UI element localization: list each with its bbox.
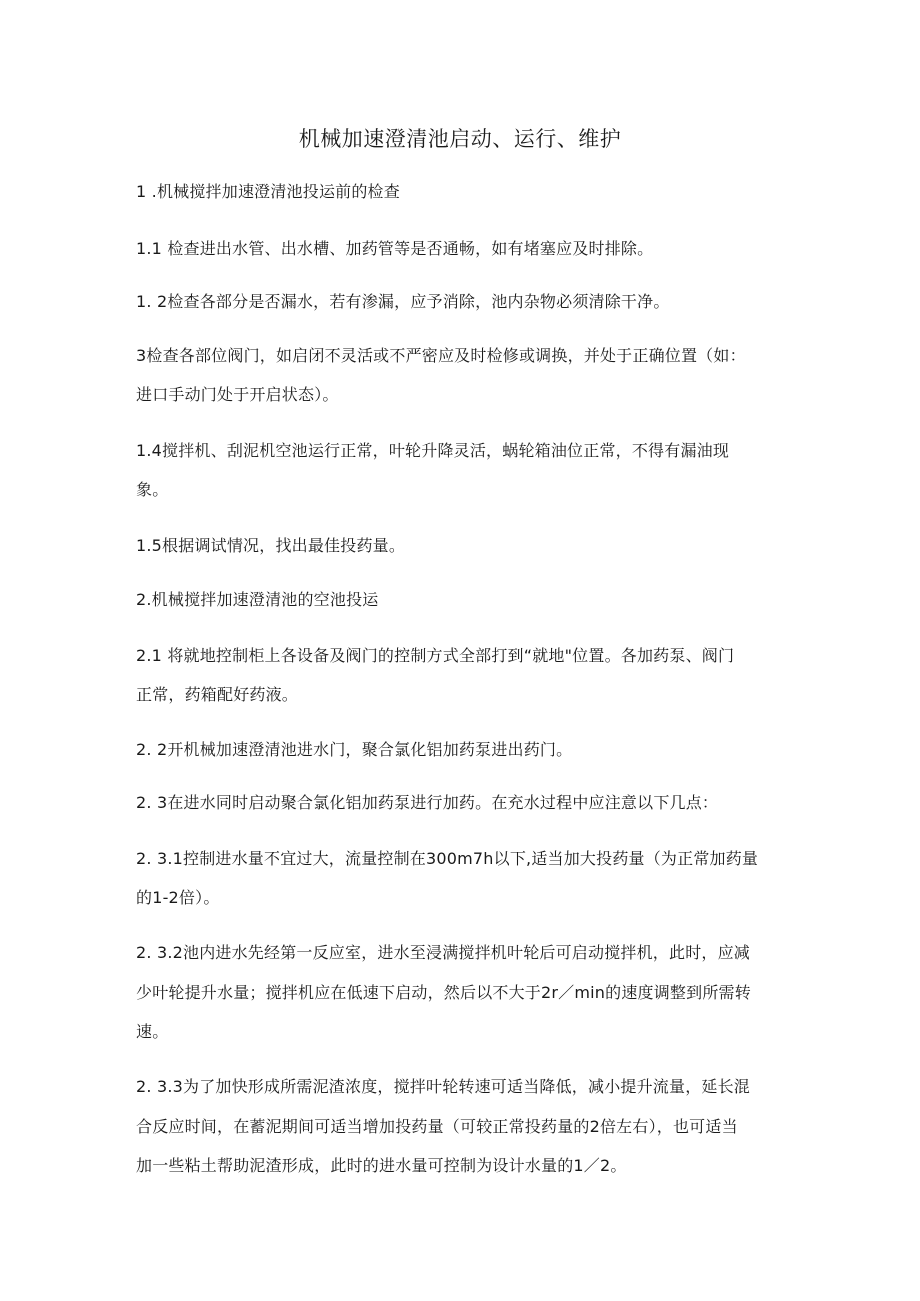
item-2-3-2-line-3: 速。	[136, 1022, 169, 1041]
item-2-3-3-line-1: 2. 3.3为了加快形成所需泥渣浓度，搅拌叶轮转速可适当降低，减小提升流量，延长混	[136, 1077, 750, 1096]
item-2-3-3-line-2: 合反应时间，在蓄泥期间可适当增加投药量（可较正常投药量的2倍左右），也可适当	[136, 1117, 738, 1136]
item-2-3: 2. 3在进水同时启动聚合氯化铝加药泵进行加药。在充水过程中应注意以下几点：	[136, 793, 719, 812]
item-2-1-line-1: 2.1 将就地控制柜上各设备及阀门的控制方式全部打到“就地"位置。各加药泵、阀门	[136, 646, 735, 665]
item-1-3-line-2: 进口手动门处于开启状态）。	[136, 385, 339, 404]
item-1-4-line-2: 象。	[136, 480, 169, 499]
item-2-2: 2. 2开机械加速澄清池进水门，聚合氯化铝加药泵进出药门。	[136, 740, 573, 759]
item-2-3-2-line-1: 2. 3.2池内进水先经第一反应室，进水至浸满搅拌机叶轮后可启动搅拌机，此时，应减	[136, 943, 750, 962]
item-2-3-1-line-2: 的1-2倍）。	[136, 888, 220, 907]
item-1-3-line-1: 3检查各部位阀门，如启闭不灵活或不严密应及时检修或调换，并处于正确位置（如：	[136, 346, 746, 365]
item-1-2: 1. 2检查各部分是否漏水，若有渗漏，应予消除，池内杂物必须清除干净。	[136, 292, 670, 311]
item-2-1-line-2: 正常，药箱配好药液。	[136, 685, 299, 704]
section-2-heading: 2.机械搅拌加速澄清池的空池投运	[136, 590, 379, 609]
item-2-3-2-line-2: 少叶轮提升水量；搅拌机应在低速下启动，然后以不大于2r／min的速度调整到所需转	[136, 983, 751, 1002]
item-1-4-line-1: 1.4搅拌机、刮泥机空池运行正常，叶轮升降灵活，蜗轮箱油位正常，不得有漏油现	[136, 441, 730, 460]
item-1-5: 1.5根据调试情况，找出最佳投药量。	[136, 536, 406, 555]
document-title: 机械加速澄清池启动、运行、维护	[298, 127, 622, 151]
item-2-3-3-line-3: 加一些粘土帮助泥渣形成，此时的进水量可控制为设计水量的1／2。	[136, 1156, 627, 1175]
item-2-3-1-line-1: 2. 3.1控制进水量不宜过大，流量控制在300m7h以下,适当加大投药量（为正常加药量	[136, 849, 759, 868]
item-1-1: 1.1 检查进出水管、出水槽、加药管等是否通畅，如有堵塞应及时排除。	[136, 239, 654, 258]
section-1-heading: 1 .机械搅拌加速澄清池投运前的检查	[136, 182, 400, 201]
